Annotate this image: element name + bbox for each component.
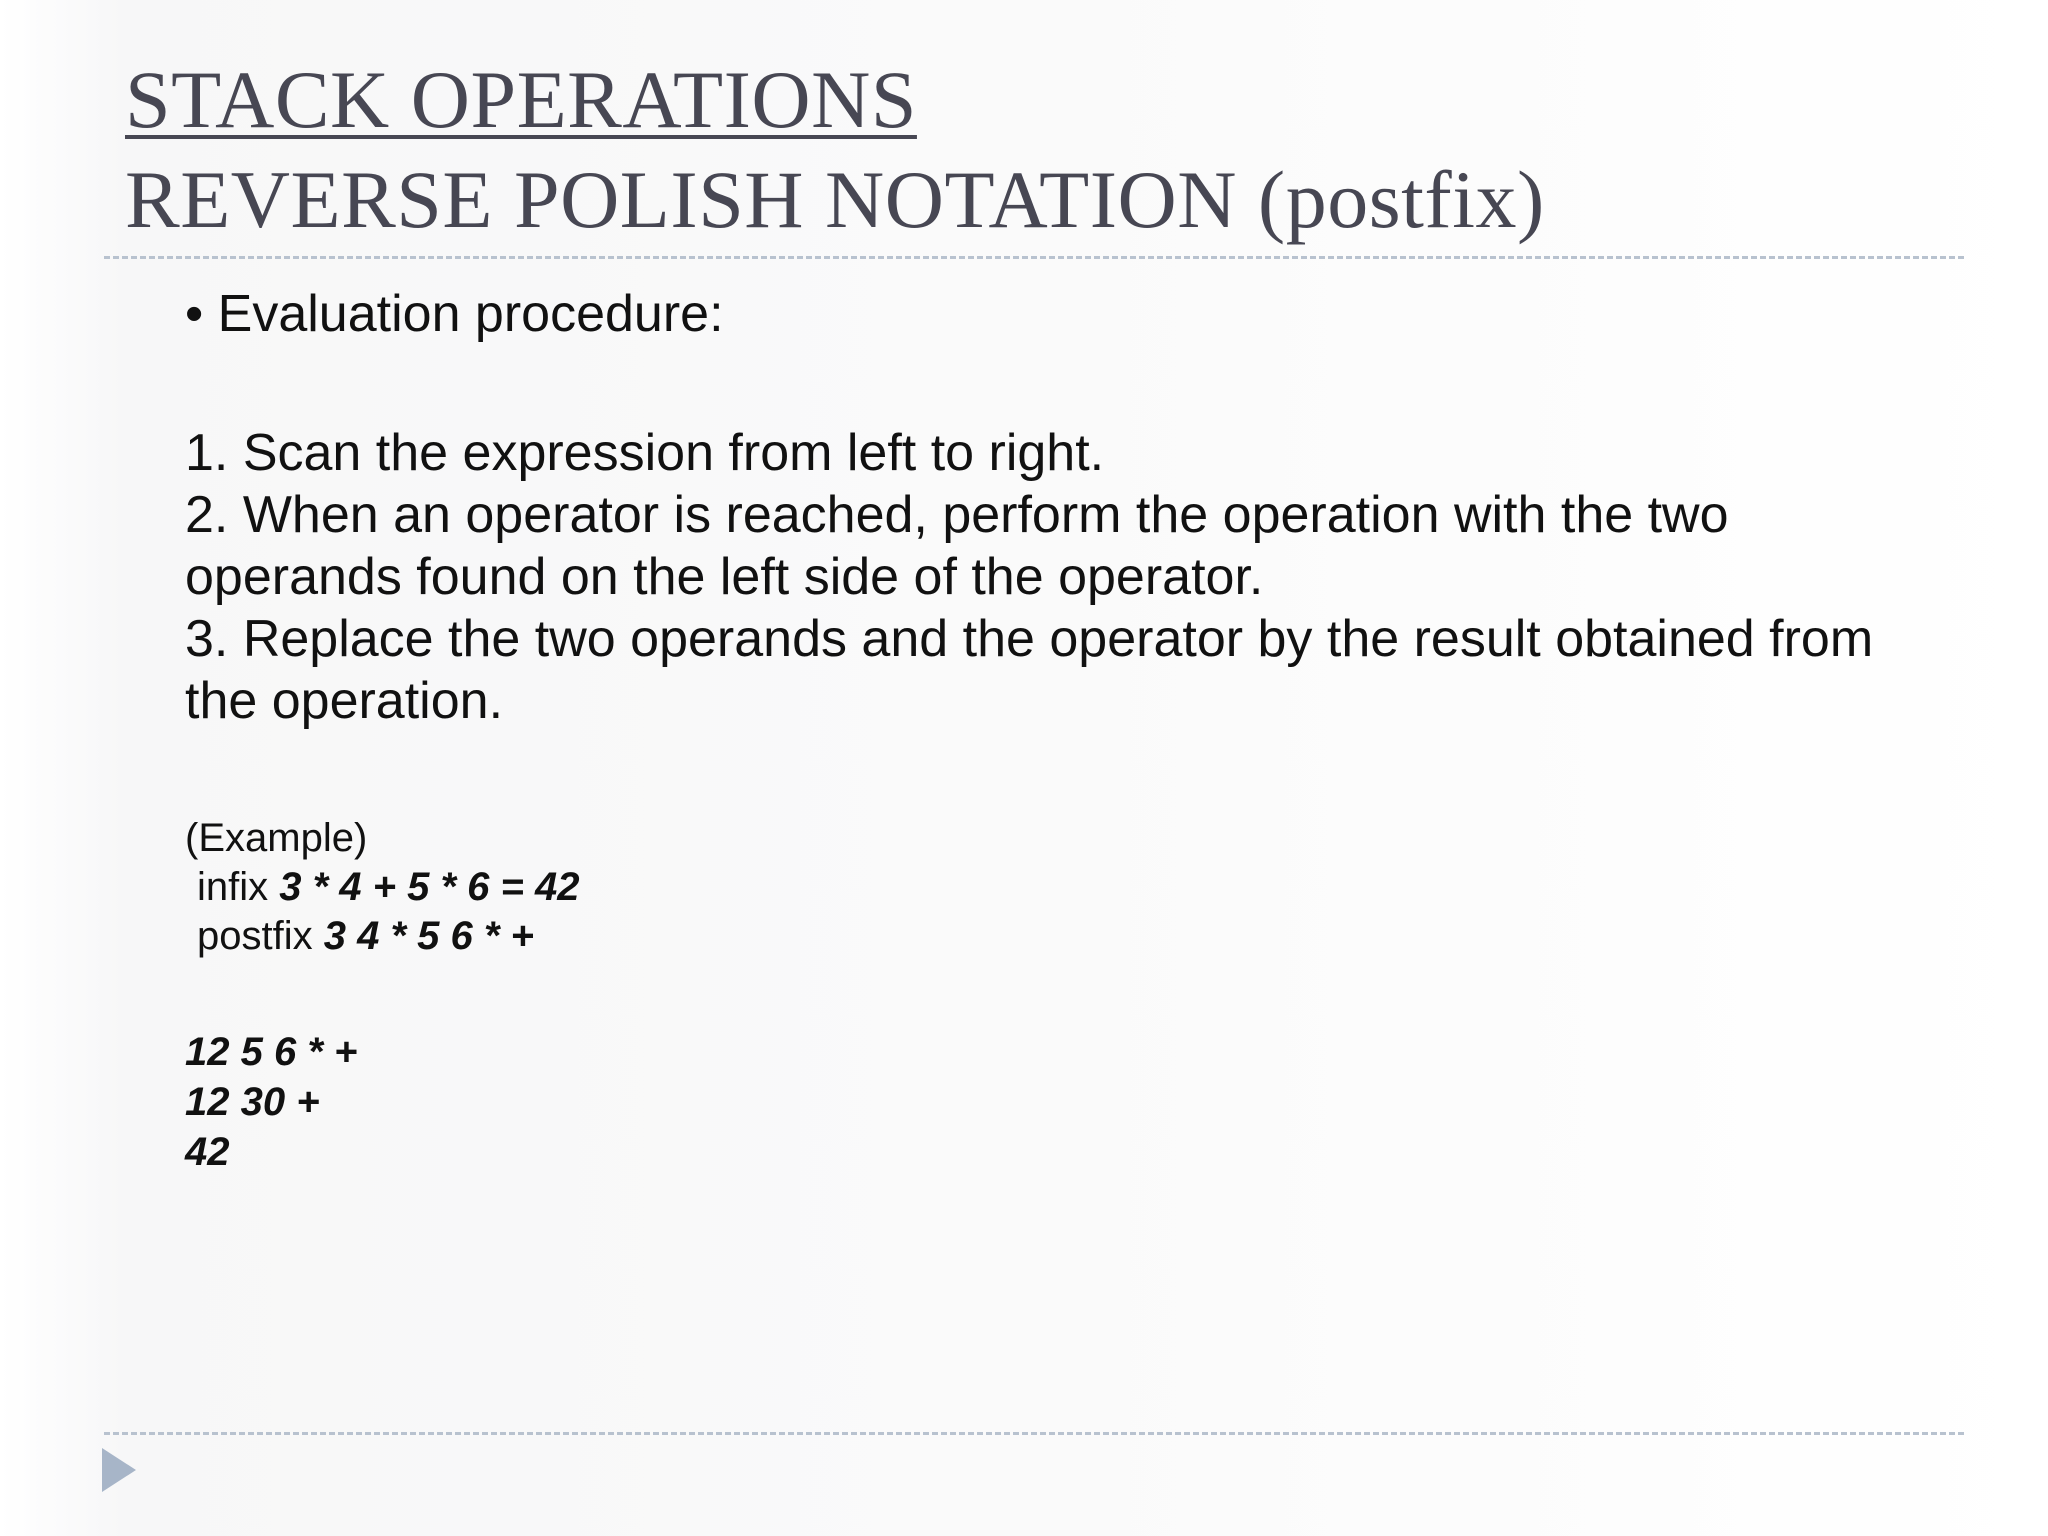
step-2: 2. When an operator is reached, perform the operation with the two operands found on the left side of the operator.	[185, 486, 1729, 606]
procedure-steps	[185, 422, 1955, 732]
infix-expression: 3 * 4 + 5 * 6 = 42	[279, 865, 580, 909]
title-line-1	[125, 50, 1975, 150]
bullet-evaluation-procedure: • Evaluation procedure:	[185, 285, 724, 343]
evaluation-step: 42	[185, 1130, 230, 1174]
bottom-divider	[104, 1432, 1964, 1435]
top-divider	[104, 256, 1964, 259]
postfix-line	[185, 912, 1955, 961]
evaluation-steps	[185, 1027, 1955, 1177]
example-block	[185, 814, 1955, 961]
infix-label: infix	[197, 865, 269, 909]
slide-body	[185, 282, 1955, 1177]
slide-title	[125, 50, 1975, 250]
postfix-label: postfix	[197, 914, 313, 958]
step-1: 1. Scan the expression from left to right.	[185, 424, 1105, 482]
evaluation-step: 12 5 6 * +	[185, 1030, 358, 1074]
postfix-expression: 3 4 * 5 6 * +	[323, 914, 534, 958]
play-triangle-icon	[102, 1448, 136, 1492]
example-heading: (Example)	[185, 816, 368, 860]
title-line-1-text: STACK OPERATIONS	[125, 54, 917, 145]
title-line-2: REVERSE POLISH NOTATION (postfix)	[125, 154, 1545, 245]
infix-line	[185, 863, 1955, 912]
evaluation-step: 12 30 +	[185, 1080, 320, 1124]
step-3: 3. Replace the two operands and the operator by the result obtained from the operation.	[185, 610, 1874, 730]
